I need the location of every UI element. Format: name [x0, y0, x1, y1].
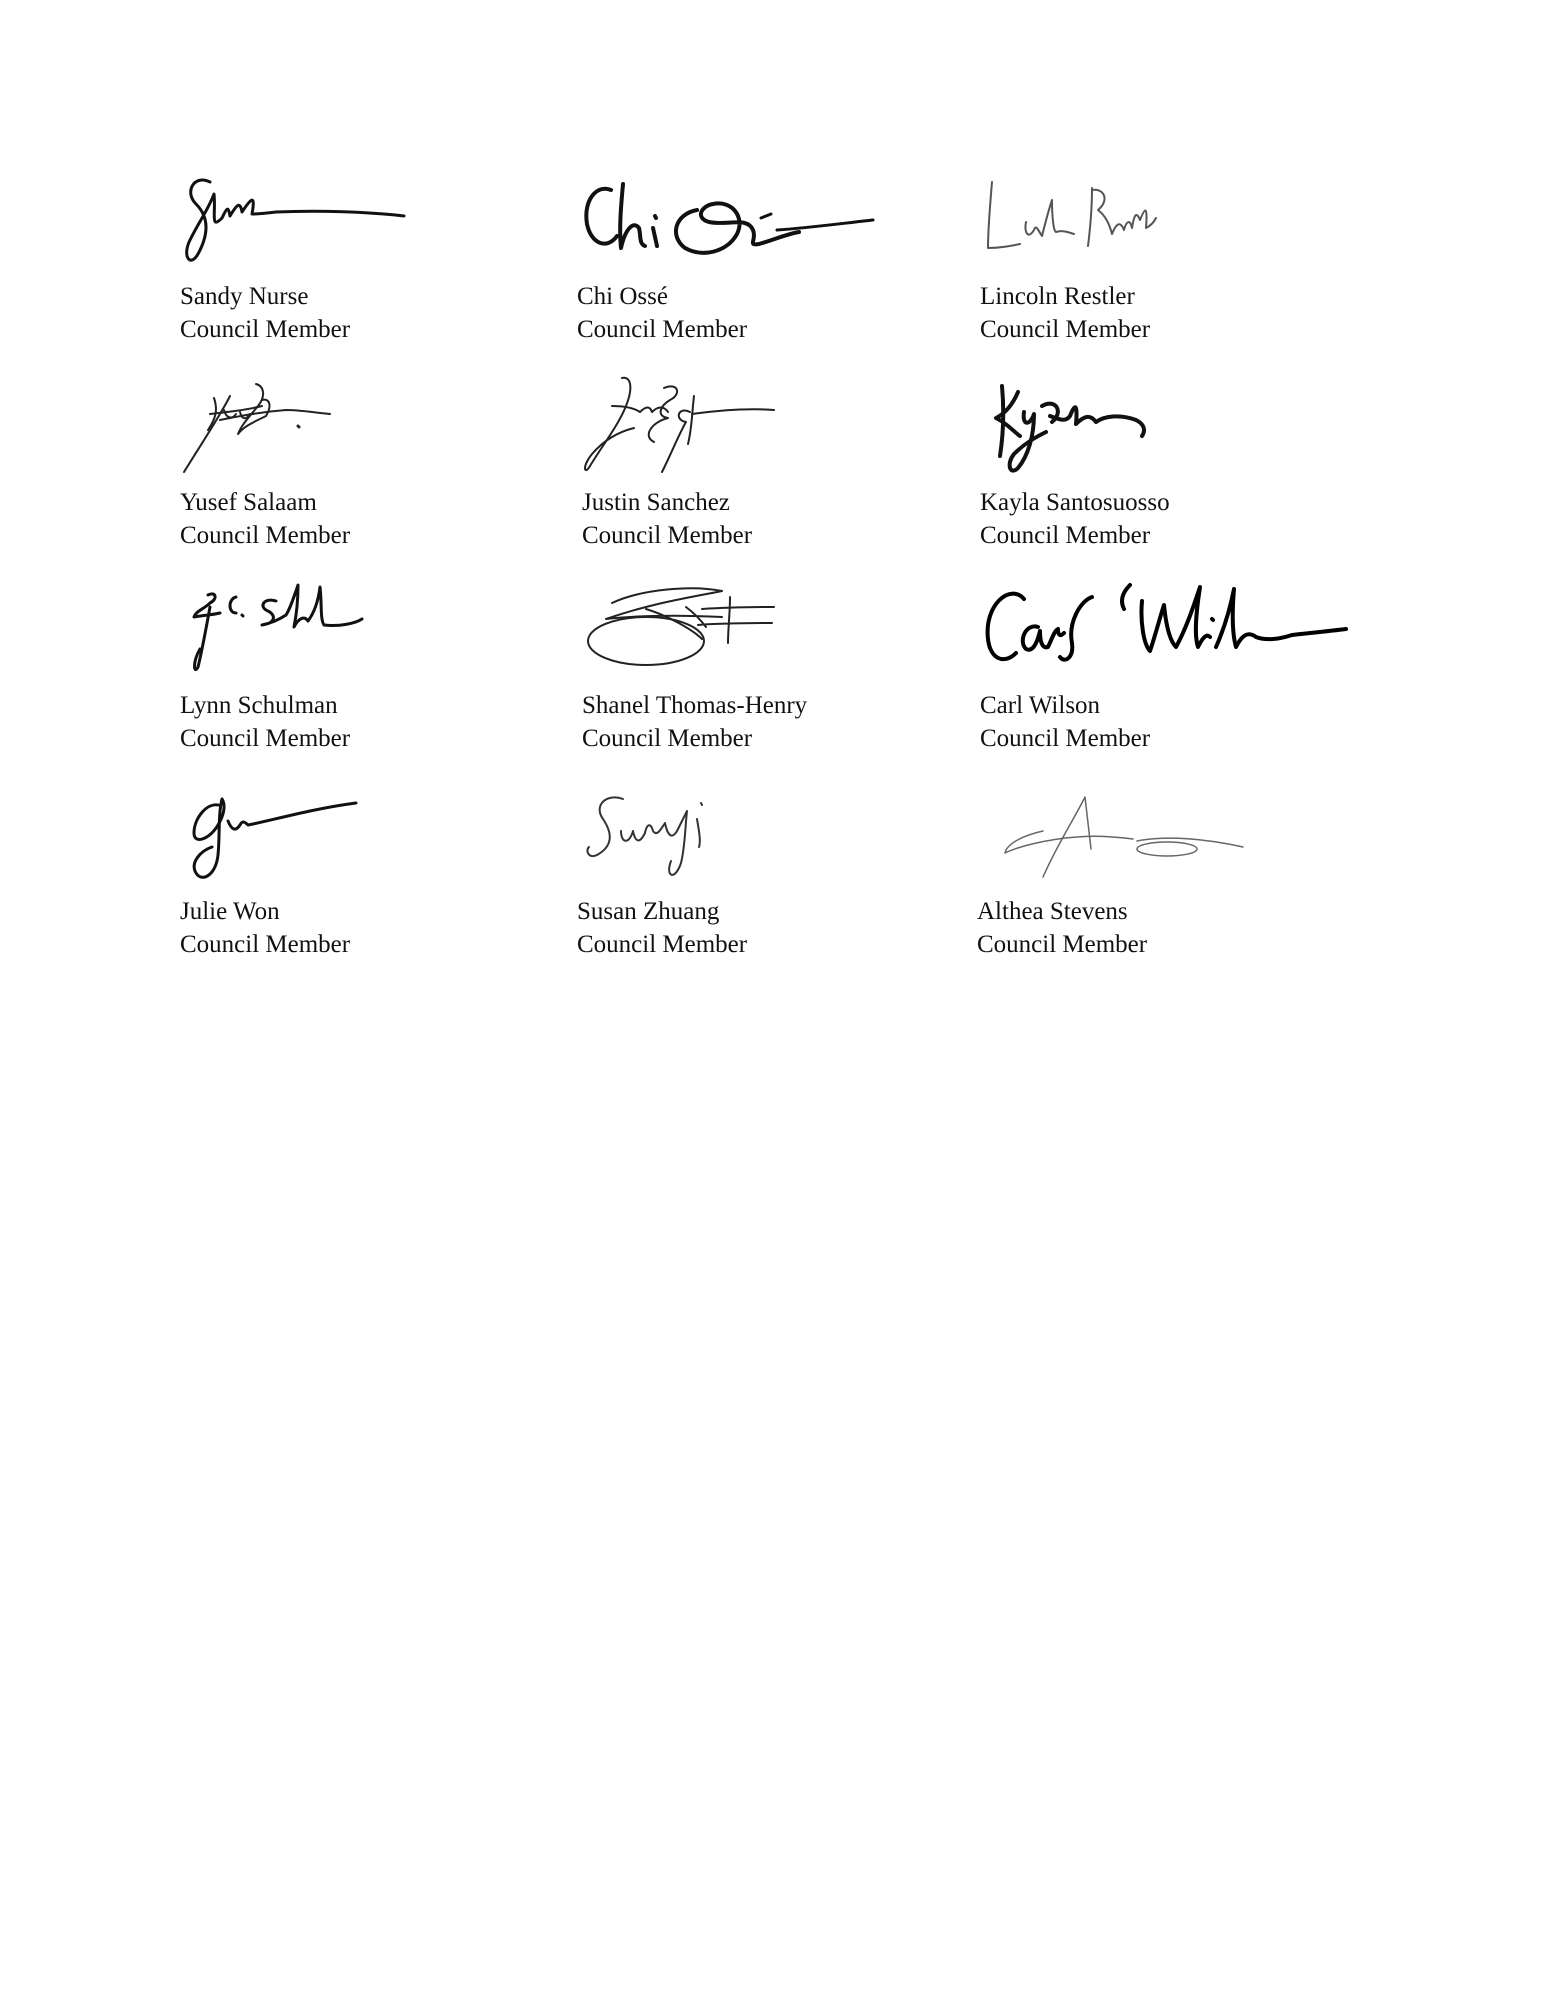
- signatory-name: Yusef Salaam: [180, 489, 317, 516]
- signatory-title: Council Member: [180, 316, 351, 343]
- signatory-name: Kayla Santosuosso: [980, 489, 1170, 516]
- signatory-title: Council Member: [582, 522, 753, 549]
- signatory-title: Council Member: [980, 725, 1151, 752]
- handwritten-signature-lynn-schulman: [180, 579, 370, 679]
- signatory-caption: [582, 486, 752, 552]
- signatory-caption: [582, 689, 807, 755]
- signatory-caption: [180, 689, 350, 755]
- handwritten-signature-susan-zhuang: [577, 785, 777, 885]
- handwritten-signature-lincoln-restler: [980, 170, 1180, 270]
- handwritten-signature-chi-osse: [577, 170, 877, 270]
- signatory-title: Council Member: [582, 725, 753, 752]
- handwritten-signature-carl-wilson: [980, 579, 1360, 679]
- signatory-title: Council Member: [180, 725, 351, 752]
- signatory-name: Lynn Schulman: [180, 692, 338, 719]
- signatory-caption: [180, 895, 350, 961]
- signatory-name: Julie Won: [180, 898, 280, 925]
- signatory-title: Council Member: [577, 316, 748, 343]
- handwritten-signature-justin-sanchez: [582, 376, 782, 476]
- handwritten-signature-shanel-thomas-henry: [582, 579, 782, 679]
- signatory-name: Susan Zhuang: [577, 898, 720, 925]
- signatory-title: Council Member: [180, 522, 351, 549]
- signatory-title: Council Member: [977, 931, 1148, 958]
- signatory-name: Lincoln Restler: [980, 283, 1135, 310]
- signatory-caption: [180, 486, 350, 552]
- signatory-name: Althea Stevens: [977, 898, 1128, 925]
- signatory-name: Justin Sanchez: [582, 489, 730, 516]
- handwritten-signature-kayla-santosuosso: [980, 376, 1170, 476]
- signatory-name: Carl Wilson: [980, 692, 1101, 719]
- signatory-caption: [980, 486, 1170, 552]
- signatory-name: Sandy Nurse: [180, 283, 309, 310]
- handwritten-signature-sandy-nurse: [180, 170, 420, 270]
- signatory-title: Council Member: [980, 316, 1151, 343]
- signatory-caption: [180, 280, 350, 346]
- signatory-caption: [577, 895, 747, 961]
- handwritten-signature-althea-stevens: [977, 785, 1257, 885]
- signatory-caption: [980, 280, 1150, 346]
- handwritten-signature-yusef-salaam: [180, 376, 340, 476]
- signatory-name: Chi Ossé: [577, 283, 668, 310]
- signatory-caption: [980, 689, 1150, 755]
- signatory-title: Council Member: [980, 522, 1151, 549]
- signatory-caption: [577, 280, 747, 346]
- signatory-title: Council Member: [180, 931, 351, 958]
- signatory-caption: [977, 895, 1147, 961]
- signatory-title: Council Member: [577, 931, 748, 958]
- signatory-name: Shanel Thomas-Henry: [582, 692, 808, 719]
- handwritten-signature-julie-won: [180, 785, 370, 885]
